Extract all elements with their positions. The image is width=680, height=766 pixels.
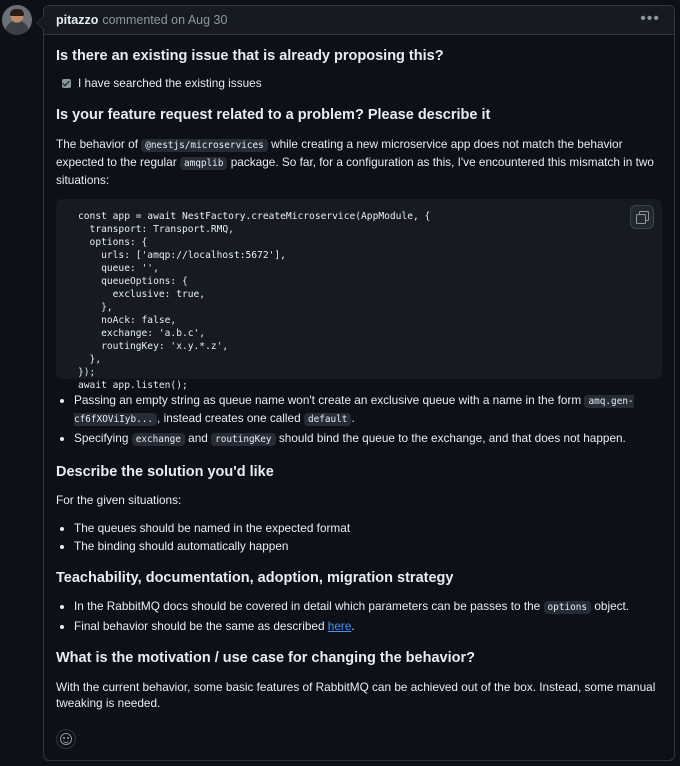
inline-code: @nestjs/microservices — [141, 139, 268, 152]
text: object. — [591, 599, 630, 613]
solution-list — [56, 520, 662, 554]
heading-existing-issue: Is there an existing issue that is already proposing this? — [56, 48, 444, 64]
list-item: • The queues should be named in the expected format — [74, 520, 662, 536]
text: and — [184, 431, 212, 445]
text: while creating a new microservice app does not match the behavior expected to the regular — [56, 137, 623, 169]
problem-paragraph — [56, 136, 662, 188]
text: Final behavior should be the same as described — [74, 619, 328, 633]
comment-body — [44, 35, 674, 711]
text: , instead creates one called — [157, 411, 304, 425]
problem-list — [56, 392, 662, 448]
inline-code: options — [544, 601, 592, 614]
code-content: const app = await NestFactory.createMicroservice(AppModule, { transport: Transport.RMQ, options: { urls: ['amqp://localhost:5672'], queue: '', queueOptions: { exclusive: true, }, noAck: false, exchange: 'a.b.c', routingKey: 'x.y.*.z', }, }); await app.listen(); — [78, 211, 431, 391]
teachability-list — [56, 598, 662, 634]
checkbox-label: I have searched the existing issues — [78, 76, 262, 90]
copy-button[interactable] — [630, 205, 654, 229]
avatar-hair — [10, 9, 24, 16]
comment-meta[interactable]: commented on Aug 30 — [102, 13, 228, 27]
inline-code: amqplib — [180, 157, 228, 170]
task-item — [62, 76, 662, 90]
text: The behavior of — [56, 137, 142, 151]
text: . — [351, 619, 355, 633]
author-avatar[interactable] — [2, 5, 32, 35]
inline-code: default — [304, 413, 352, 426]
comment-header — [44, 6, 674, 35]
text: In the RabbitMQ docs should be covered in detail which parameters can be passes to the — [74, 599, 544, 613]
text: package. So far, for a configuration as this, I've encountered this mismatch in two situations: — [56, 155, 654, 187]
author-link[interactable]: pitazzo — [56, 13, 99, 27]
solution-intro: For the given situations: — [56, 493, 182, 507]
text: should bind the queue to the exchange, and that does not happen. — [275, 431, 626, 445]
list-item — [74, 618, 662, 634]
issue-comment — [43, 5, 675, 761]
inline-code: routingKey — [211, 433, 275, 446]
heading-problem: Is your feature request related to a problem? Please describe it — [56, 107, 491, 123]
checkbox-checked-icon[interactable] — [62, 79, 71, 88]
list-item: • The binding should automatically happen — [74, 538, 662, 554]
inline-code: exchange — [132, 433, 185, 446]
heading-teachability: Teachability, documentation, adoption, migration strategy — [56, 570, 454, 586]
motivation-paragraph: With the current behavior, some basic features of RabbitMQ can be achieved out of the box. Instead, some manual tweaking is needed. — [56, 680, 656, 710]
smiley-icon — [60, 733, 72, 745]
kebab-horizontal-icon[interactable]: ••• — [640, 10, 660, 27]
here-link[interactable]: here — [327, 619, 352, 633]
list-item — [74, 392, 662, 428]
heading-motivation: What is the motivation / use case for changing the behavior? — [56, 650, 475, 666]
text: Specifying — [74, 431, 132, 445]
text: . — [351, 411, 355, 425]
inline-code: amq.gen-cf6fXOViIyb... — [74, 396, 634, 425]
code-block — [56, 199, 662, 391]
add-reaction-button[interactable] — [56, 729, 76, 749]
list-item — [74, 598, 662, 616]
copy-icon-front — [636, 214, 646, 224]
list-item — [74, 430, 662, 448]
text: Passing an empty string as queue name won't create an exclusive queue with a name in the form — [74, 393, 585, 407]
heading-solution: Describe the solution you'd like — [56, 464, 274, 480]
